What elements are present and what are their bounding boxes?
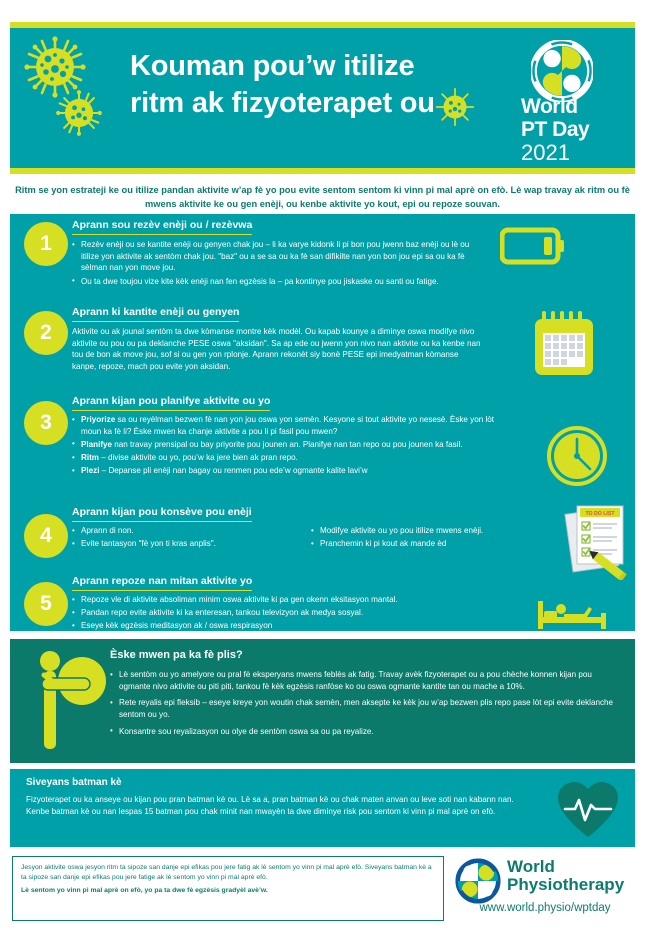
wptd-circle-logo xyxy=(531,40,593,102)
section-4-left-column xyxy=(72,525,293,551)
virus-icon xyxy=(24,36,86,98)
wptd-logo-text xyxy=(521,96,617,164)
page-title: Kouman pou’w itilize ritm ak fizyoterapet ou xyxy=(130,50,435,119)
world-physiotherapy-name xyxy=(507,858,624,895)
calendar-icon xyxy=(532,311,596,379)
wptd-logo-line2: PT Day xyxy=(521,118,590,141)
green-panel-title: Èske mwen pa ka fè plis? xyxy=(110,649,243,661)
list-item: • Modifye aktivite ou yo pou itilize mwens enèji. xyxy=(311,525,532,537)
list-item: • Lè sentòm ou yo amelyore ou pral fè eksperyans mwens feblès ak fatig. Travay avèk fizyoterapet ou a pou chèche konnen kijan pou ogmante nivo aktivite ou piti piti, tankou fè kèk egzèsis ranfòse ko ou oswa ogmante kantite tan ou mache a 10%. xyxy=(110,669,622,692)
list-item: • Rete reyalis epi fleksib – eseye kreye yon woutin chak semèn, men aksepte ke kèk jou w’ap bezwen plis repo pase lòt epi evite deklanche sentom ou yo. xyxy=(110,697,622,720)
footer-url[interactable]: www.world.physio/wptday xyxy=(479,902,611,914)
header-bottom-rule xyxy=(10,168,635,174)
header xyxy=(10,22,635,174)
clock-icon xyxy=(546,425,608,487)
list-item: • Aprann di non. xyxy=(72,525,293,537)
disclaimer-box xyxy=(12,856,444,921)
list-item xyxy=(72,414,502,437)
disclaimer-text-2: Lè sentom yo vinn pi mal aprè on efò, yo pa ta dwe fè egzèsis gradyèl avè’w. xyxy=(21,887,268,895)
intro-paragraph: Ritm se yon estrateji ke ou itilize pandan aktivite w’ap fè yo pou evite sentom sentom ki vinn pi mal aprè on efò. Lè wap travay ak ritm ou fè mwens aktivite ke ou gen enèji, ou kenbe aktivite yo kout, epi ou repoze souvan. xyxy=(15,185,630,210)
disclaimer-text-1: Jesyon aktivite oswa jesyon ritm ta sipoze san danje epi efikas pou jere fatig ak lè sentom yo vinn pi mal aprè efò. Siveyans batman kè a ta sipoze san danje epi efikas pou jere fatige ak lè sentom yo vinn pi mal aprè efò. xyxy=(21,864,432,882)
section-heading: Aprann kijan pou konsève pou enèji xyxy=(72,506,252,522)
list-item-rest: – Depanse pli enèji nan bagay ou renmen pou ede’w ogmante kalite lavi’w xyxy=(99,466,368,476)
section-body xyxy=(72,525,532,551)
person-with-weight-icon xyxy=(30,647,106,755)
list-item: • Rezèv enèji ou se kantite enèji ou genyen chak jou – li ka varye kidonk li pi bon pou jwenn baz enèji ou lè ou itilize yon aktivite ak sentòm chak jou. "baz" ou a se sa ou ka fè san difikilte nan yon bon jou epi sa ou ka fè sèlman nan yon move jou. xyxy=(72,239,472,274)
world-physiotherapy-mark-icon xyxy=(455,858,501,904)
heart-pulse-icon xyxy=(555,779,621,841)
section-number-badge: 4 xyxy=(24,514,68,558)
section-heading: Aprann repoze nan mitan aktivite yo xyxy=(72,575,252,591)
virus-icon xyxy=(56,90,102,136)
svg-text:TO DO LIST: TO DO LIST xyxy=(585,511,615,517)
wptd-logo xyxy=(521,40,617,164)
wptd-logo-year: 2021 xyxy=(521,140,570,165)
heart-rate-title: Siveyans batman kè xyxy=(26,777,122,788)
list-item: • Repoze vle di aktivite absoliman minim oswa aktivite ki pa gen okenn eksitasyon mantal. xyxy=(72,594,512,606)
list-item-lead: Planifye xyxy=(81,439,113,449)
section-body: Aktivite ou ak jounal sentòm ta dwe kòmanse montre kèk modèl. Ou kapab kounye a diminye oswa modifye nivo aktivite ou pou ou pa deklanche PESE oswa "aksidan". Sa ap ede ou jwenn yon nivo nan aktivite ou ka kenbe nan tou de bon ak move jou, sof si ou gen yon rplonje. Aprann rekonèt siy bonè PESE epi imedyatman kòmanse kanpe, repoze, mach pou evite yon aksidan. xyxy=(72,327,481,372)
section-heading: Aprann ki kantite enèji ou genyen xyxy=(72,306,239,322)
list-item: • Pranchemin ki pi kout ak mande èd xyxy=(311,538,532,550)
section-4-right-column xyxy=(311,525,532,551)
section-heading: Aprann sou rezèv enèji ou / rezèvwa xyxy=(72,219,252,235)
heart-rate-body: Fizyoterapet ou ka anseye ou kijan pou pran batman kè ou. Lè sa a, pran batman kè ou chak maten anvan ou leve soti nan kabann nan. Kenbe batman kè ou nan lespas 15 batman pou chak minit nan mwayèn ta dwe diminye risk pou sentom ki vinn pi mal aprè on efò. xyxy=(26,795,514,817)
section-number-badge: 3 xyxy=(24,401,68,445)
section-body xyxy=(72,239,472,289)
list-item: • Eseye kèk egzèsis meditasyon ak / oswa respirasyon xyxy=(72,620,512,632)
list-item-lead: Ritm xyxy=(81,453,99,463)
list-item: • Konsantre sou reyalizasyon ou olye de sentòm oswa sa ou pa reyalize. xyxy=(110,726,622,738)
header-band xyxy=(10,28,635,168)
wp-logo-line2: Physiotherapy xyxy=(507,875,625,895)
list-item-rest: nan travay prensipal ou bay priyorite pou jounen an. Planifye nan tan repo ou pou jounen ka fasil. xyxy=(112,439,463,449)
wptd-logo-line1: World xyxy=(521,95,578,118)
list-item xyxy=(72,452,502,464)
section-number-badge: 5 xyxy=(24,582,68,626)
list-item-rest: sa ou reyèlman bezwen fè nan yon jou oswa yon semèn. Kesyone si tout aktivite yo nesesè. Èske yon lòt moun ka fè li? Èske mwen ka chanje aktivite a pou li pi fasil pou mwen? xyxy=(81,415,495,436)
list-item: • Evite tantasyon "fè yon ti kras anplis". xyxy=(72,538,293,550)
main-panel xyxy=(10,214,635,631)
list-item-lead: Plezi xyxy=(81,466,100,476)
list-item: • Pandan repo evite aktivite ki ka enteresan, tankou televizyon ak medya sosyal. xyxy=(72,607,512,619)
heart-rate-panel xyxy=(10,769,635,847)
section-number-badge: 1 xyxy=(24,222,68,266)
section-body xyxy=(72,594,512,634)
todo-list-icon xyxy=(563,502,635,580)
list-item xyxy=(72,465,502,477)
bed-icon xyxy=(534,593,610,633)
list-item-rest: – divise aktivite ou yo, pou’w ka jere bien ak pran repo. xyxy=(99,453,298,463)
section-heading: Aprann kijan pou planifye aktivite ou yo xyxy=(72,395,270,411)
list-item: • Ou ta dwe toujou vize kite kèk enèji nan fen egzèsis la – pa kontinye pou jiskaske ou santi ou fatige. xyxy=(72,276,472,288)
section-number-badge: 2 xyxy=(24,311,68,355)
battery-icon xyxy=(500,226,566,266)
list-item xyxy=(72,439,502,451)
list-item-lead: Priyorize xyxy=(81,415,116,424)
green-panel-body xyxy=(110,669,622,743)
wp-logo-line1: World xyxy=(507,857,555,876)
section-body xyxy=(72,414,502,479)
world-physiotherapy-logo xyxy=(455,858,635,922)
green-panel xyxy=(10,639,635,763)
